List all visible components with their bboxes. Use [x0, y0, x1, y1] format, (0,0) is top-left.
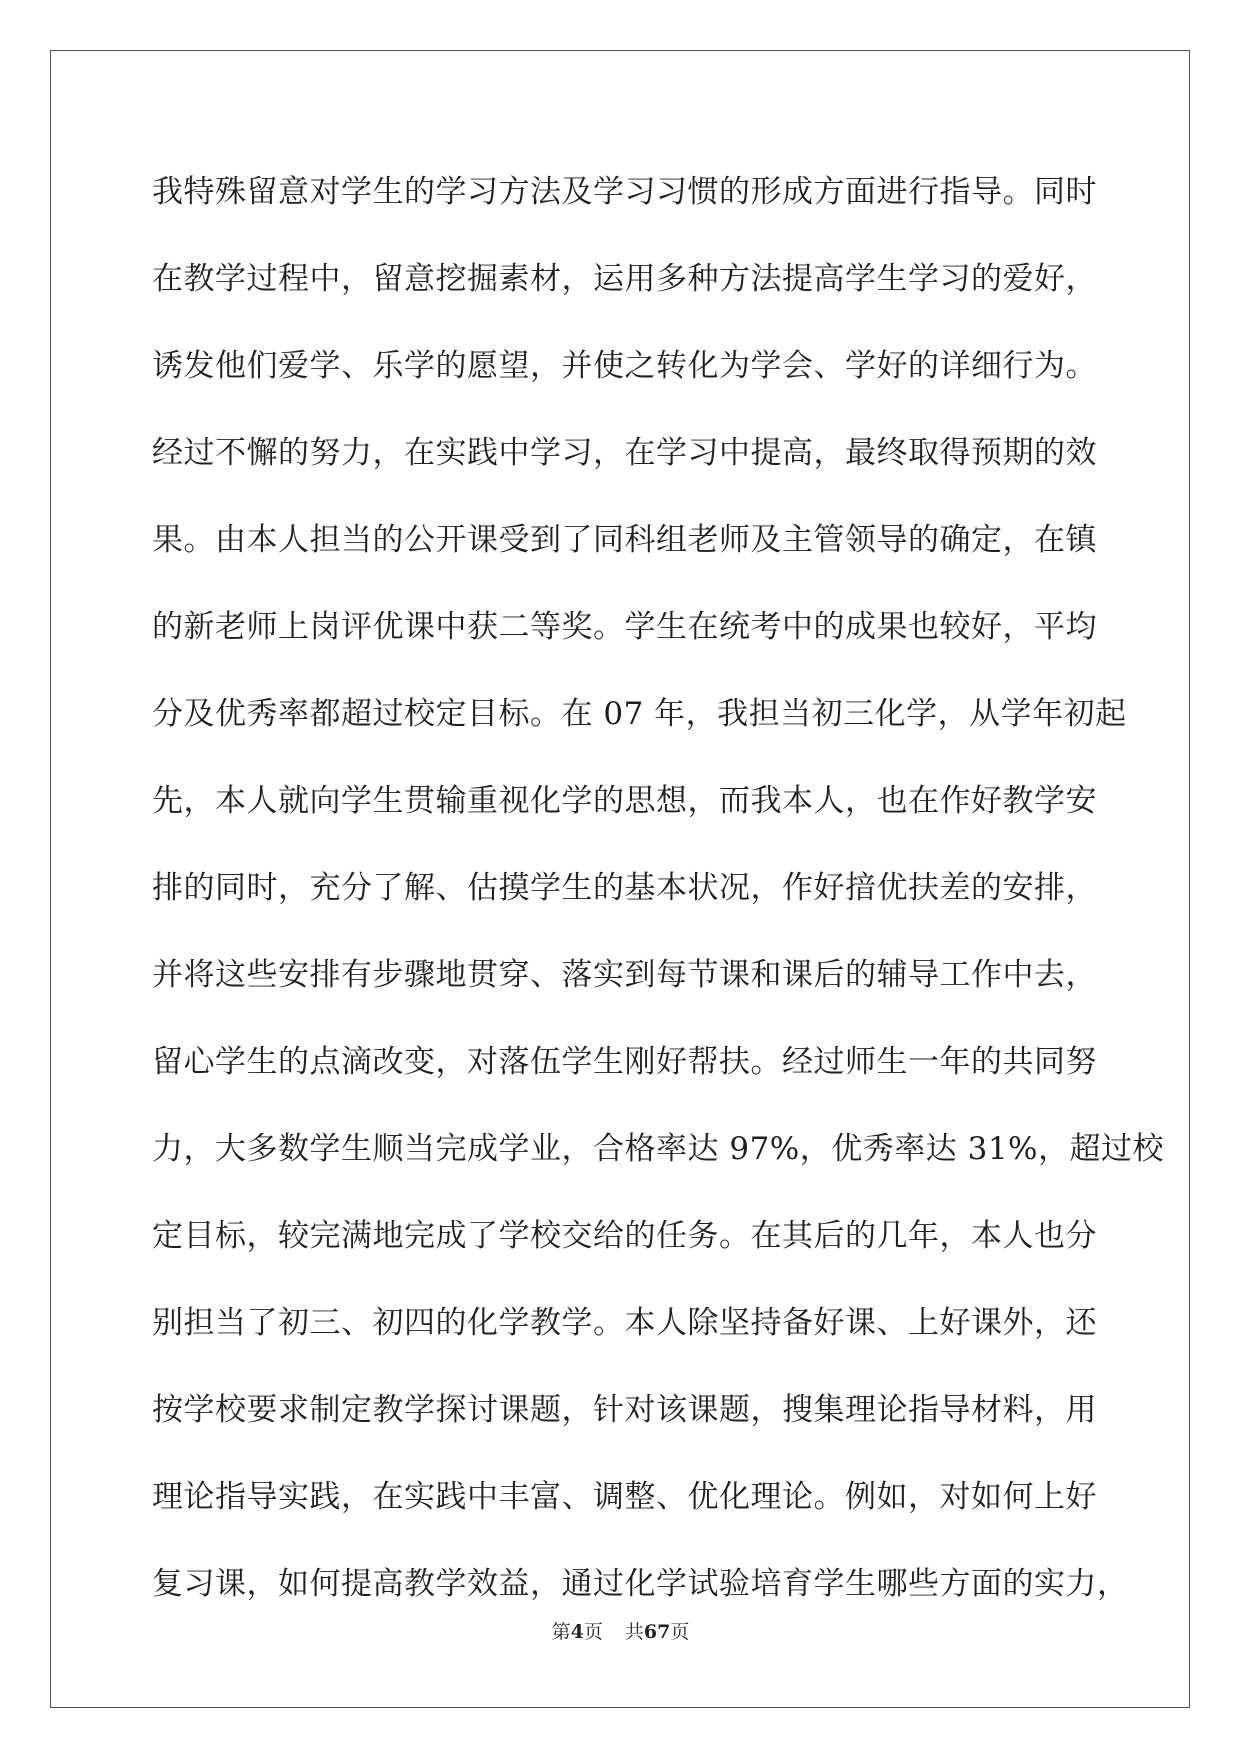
- document-body: [152, 162, 1165, 1641]
- page-total-suffix: 页: [670, 1621, 690, 1643]
- page-number-current: 4: [570, 1621, 584, 1643]
- text-line: 诱发他们爱学、乐学的愿望，并使之转化为学会、学好的详细行为。: [152, 348, 1097, 384]
- page-number-prefix: 第: [551, 1621, 571, 1643]
- text-line: 留心学生的点滴改变，对落伍学生刚好帮扶。经过师生一年的共同努: [152, 1044, 1097, 1080]
- text-line: 分及优秀率都超过校定目标。在 07 年，我担当初三化学，从学年初起: [152, 696, 1127, 732]
- text-line: 别担当了初三、初四的化学教学。本人除坚持备好课、上好课外，还: [152, 1305, 1097, 1341]
- text-line: 的新老师上岗评优课中获二等奖。学生在统考中的成果也较好，平均: [152, 609, 1097, 645]
- text-line: 定目标，较完满地完成了学校交给的任务。在其后的几年，本人也分: [152, 1218, 1097, 1254]
- text-line: 并将这些安排有步骤地贯穿、落实到每节课和课后的辅导工作中去，: [152, 957, 1097, 993]
- text-line: 先，本人就向学生贯输重视化学的思想，而我本人，也在作好教学安: [152, 783, 1097, 819]
- page-number-total: 67: [643, 1621, 671, 1643]
- text-line: 排的同时，充分了解、估摸学生的基本状况，作好揞优扶差的安排，: [152, 870, 1097, 906]
- text-line: 理论指导实践，在实践中丰富、调整、优化理论。例如，对如何上好: [152, 1479, 1097, 1515]
- text-line: 复习课，如何提高教学效益，通过化学试验培育学生哪些方面的实力，: [152, 1566, 1129, 1602]
- page-total-prefix: 共: [624, 1621, 644, 1643]
- page-number-suffix: 页: [583, 1621, 603, 1643]
- text-line: 力，大多数学生顺当完成学业，合格率达 97%，优秀率达 31%，超过校: [152, 1131, 1165, 1167]
- page-footer: [0, 1617, 1241, 1644]
- text-line: 我特殊留意对学生的学习方法及学习习惯的形成方面进行指导。同时: [152, 174, 1097, 210]
- text-line: 果。由本人担当的公开课受到了同科组老师及主管领导的确定，在镇: [152, 522, 1097, 558]
- text-line: 在教学过程中，留意挖掘素材，运用多种方法提高学生学习的爱好，: [152, 261, 1097, 297]
- text-line: 经过不懈的努力，在实践中学习，在学习中提高，最终取得预期的效: [152, 435, 1097, 471]
- text-line: 按学校要求制定教学探讨课题，针对该课题，搜集理论指导材料，用: [152, 1392, 1097, 1428]
